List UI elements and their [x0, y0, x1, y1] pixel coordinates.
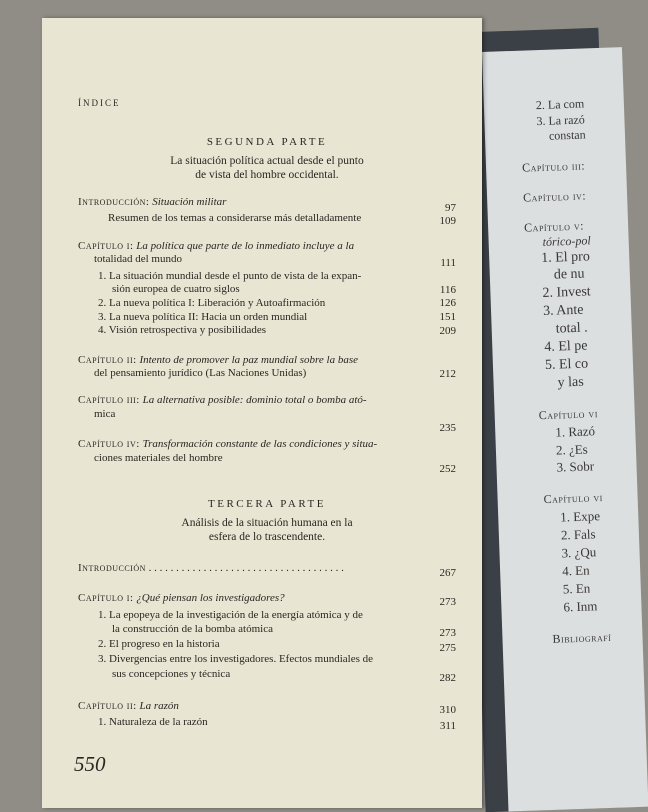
part-subtitle: Análisis de la situación humana en la: [181, 517, 353, 529]
entry-label: Capítulo i:: [78, 592, 134, 604]
right-line: y las: [557, 374, 584, 391]
page-number: 273: [439, 627, 456, 639]
toc-entry: 1. La epopeya de la investigación de la energía atómica y de: [98, 609, 363, 621]
page-number: 116: [439, 284, 456, 296]
toc-entry: 2. La nueva política I: Liberación y Autoafirmación: [98, 297, 326, 309]
toc-entry: [78, 240, 456, 253]
right-line: 2. Invest: [542, 284, 591, 302]
entry-label: Introducción:: [78, 196, 150, 208]
right-line: Capítulo v:: [523, 218, 585, 235]
right-page: [482, 47, 648, 811]
toc-entry: 1. Naturaleza de la razón: [98, 716, 208, 728]
right-line: total .: [555, 320, 588, 337]
page-number: 209: [439, 325, 456, 337]
entry-label: Capítulo iii:: [78, 394, 140, 406]
running-head: ÍNDICE: [78, 98, 121, 108]
toc-entry: 3. Divergencias entre los investigadores. Efectos mundiales de: [98, 653, 374, 665]
right-line: 5. El co: [544, 356, 589, 373]
right-line: 6. Inm: [563, 598, 598, 615]
entry-title-cont: sus concepciones y técnica: [112, 668, 231, 680]
page-number: 126: [439, 297, 456, 309]
page-number: 267: [439, 567, 456, 579]
entry-label: Capítulo ii:: [78, 354, 137, 366]
entry-title-cont: sión europea de cuatro siglos: [112, 283, 240, 295]
entry-title-cont: mica: [94, 408, 116, 420]
page-number: 111: [440, 257, 456, 269]
right-line: Capítulo vi: [543, 490, 604, 507]
right-line: Bibliografí: [552, 629, 612, 646]
page-folio: 550: [74, 752, 106, 776]
entry-title: La alternativa posible: dominio total o bomba ató-: [142, 394, 367, 406]
right-line: 1. Expe: [560, 508, 601, 525]
entry-title: ¿Qué piensan los investigadores?: [136, 592, 285, 604]
entry-title: La política que parte de lo inmediato incluye a la: [136, 240, 355, 252]
toc-entry: [78, 562, 344, 575]
right-line: 2. Fals: [560, 526, 596, 543]
toc-entry: 4. Visión retrospectiva y posibilidades: [98, 324, 267, 336]
entry-title: Intento de promover la paz mundial sobre la base: [139, 354, 359, 366]
right-line: 5. En: [562, 580, 591, 597]
part-title: TERCERA PARTE: [208, 498, 326, 510]
part-subtitle: La situación política actual desde el punto: [170, 155, 364, 167]
page-number: 151: [439, 311, 456, 323]
page-number: 252: [439, 463, 456, 475]
page-number: 310: [439, 704, 456, 716]
right-line: 3. ¿Qu: [561, 544, 597, 561]
toc-entry: [78, 592, 285, 605]
part-subtitle: de vista del hombre occidental.: [195, 169, 339, 181]
entry-title: Transformación constante de las condiciones y situa-: [142, 438, 378, 450]
page-number: 282: [439, 672, 456, 684]
toc-entry: 2. El progreso en la historia: [98, 638, 220, 650]
toc-entry: 1. La situación mundial desde el punto de vista de la expan-: [98, 270, 362, 282]
page-number: 311: [439, 720, 456, 732]
right-line: 3. La razó: [536, 112, 585, 129]
entry-label: Capítulo ii:: [78, 700, 137, 712]
right-line: Capítulo iii:: [521, 158, 586, 175]
page-number: 212: [439, 368, 456, 380]
entry-title: La razón: [139, 700, 179, 712]
page-number: 109: [439, 215, 456, 227]
right-line: 2. La com: [535, 96, 585, 113]
right-line: 4. En: [561, 562, 590, 579]
entry-title: Situación militar: [152, 196, 227, 208]
page-number: 273: [439, 596, 456, 608]
toc-entry: [78, 438, 456, 451]
entry-label: Capítulo iv:: [78, 438, 140, 450]
left-page: [42, 18, 482, 808]
toc-entry: [78, 196, 428, 209]
toc-entry: [78, 700, 179, 713]
toc-entry: Resumen de los temas a considerarse más detalladamente: [108, 212, 362, 224]
right-line: Capítulo iv:: [522, 188, 587, 205]
leader-dots: . . . . . . . . . . . . . . . . . . . . . . . . . . . . . . . . . . . .: [148, 562, 344, 574]
entry-title-cont: totalidad del mundo: [94, 253, 182, 265]
entry-title-cont: del pensamiento jurídico (Las Naciones Unidas): [94, 367, 307, 379]
entry-title-cont: ciones materiales del hombre: [94, 452, 223, 464]
entry-label: Capítulo i:: [78, 240, 134, 252]
right-line: 2. ¿Es: [555, 441, 588, 458]
toc-entry: 3. La nueva política II: Hacia un orden mundial: [98, 311, 308, 323]
right-line: 3. Ante: [542, 302, 584, 320]
part-subtitle: esfera de lo trascendente.: [208, 531, 326, 543]
right-line: constan: [548, 127, 586, 143]
right-line: de nu: [553, 266, 585, 283]
right-line: 3. Sobr: [556, 458, 595, 475]
entry-title-cont: la construcción de la bomba atómica: [112, 623, 273, 635]
right-line: Capítulo vi: [538, 406, 599, 423]
page-number: 275: [439, 642, 456, 654]
right-line: 4. El pe: [544, 338, 588, 355]
entry-label: Introducción: [78, 562, 146, 574]
toc-entry: [78, 354, 456, 367]
right-line: 1. Razó: [555, 423, 596, 440]
right-line: tórico-pol: [542, 233, 591, 249]
part-title: SEGUNDA PARTE: [206, 136, 328, 148]
toc-entry: [78, 394, 456, 407]
right-line: 1. El pro: [540, 249, 591, 267]
page-number: 97: [445, 202, 456, 214]
page-number: 235: [439, 422, 456, 434]
